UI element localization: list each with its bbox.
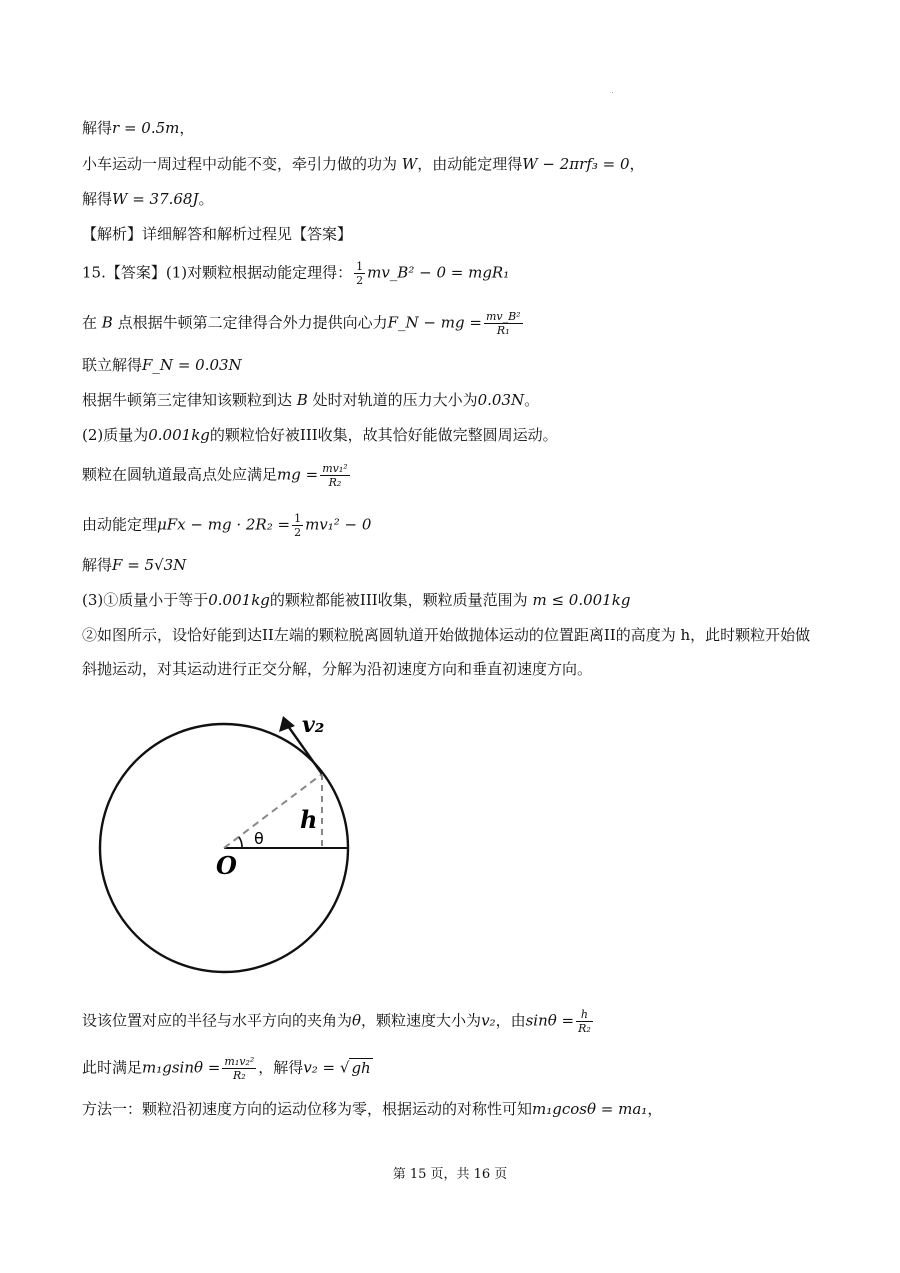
line-1: 解得r = 0.5m，	[82, 119, 195, 137]
line-13: (3)①质量小于等于0.001kg的颗粒都能被III收集，颗粒质量范围为 m ≤ 0.001kg	[82, 591, 631, 609]
line-14: ②如图所示，设恰好能到达II左端的颗粒脱离圆轨道开始做抛体运动的位置距离II的高度为 h，此时颗粒开始做斜抛运动，对其运动进行正交分解，分解为沿初速度方向和垂直初速度方向。	[82, 626, 811, 678]
fraction-velocity: $\frac{\text{m₁v₂²}}{\text{R₂}}$	[224, 1055, 255, 1082]
line-11: 由动能定理μFx − mg · 2R₂ = $\frac{1}{2}$ mv₁² − 0	[82, 512, 372, 539]
line-17: 方法一：颗粒沿初速度方向的运动位移为零，根据运动的对称性可知m₁gcosθ = ma₁，	[82, 1100, 663, 1118]
label-theta: θ	[254, 829, 264, 848]
fraction-top-point: $\frac{\text{mv₁²}}{\text{R₂}}$	[322, 462, 348, 489]
label-h: h	[300, 805, 318, 834]
line-8: 根据牛顿第三定律知该颗粒到达 B 处时对轨道的压力大小为0.03N。	[82, 391, 540, 409]
fraction-half-2: $\frac{1}{2}$	[294, 512, 302, 539]
angle-arc	[239, 837, 242, 848]
fraction-centripetal: $\frac{\text{mv\_B²}}{\text{R₁}}$	[485, 310, 521, 337]
scan-dot	[612, 92, 613, 93]
line-3: 解得W = 37.68J。	[82, 190, 214, 208]
line-10: 颗粒在圆轨道最高点处应满足mg = $\frac{\text{mv₁²}}{\text{R₂}}$	[82, 462, 348, 489]
fraction-half: $\frac{1}{2}$	[356, 260, 364, 287]
line-2: 小车运动一周过程中动能不变，牵引力做的功为 W，由动能定理得W − 2πrf₃ = 0，	[82, 155, 645, 173]
label-v2: v₂	[302, 712, 325, 738]
label-o: O	[216, 851, 237, 880]
line-5: 15.【答案】(1)对颗粒根据动能定理得： $\frac{1}{2}$ mv_B² − 0 = mgR₁	[82, 260, 510, 287]
line-9: (2)质量为0.001kg的颗粒恰好被III收集，故其恰好能做完整圆周运动。	[82, 426, 558, 444]
line-7: 联立解得F_N = 0.03N	[82, 356, 242, 374]
arrow-head	[279, 716, 295, 732]
page-footer: 第 15 页，共 16 页	[392, 1167, 508, 1182]
circle-diagram	[96, 708, 356, 978]
line-16: 此时满足m₁gsinθ = $\frac{\text{m₁v₂²}}{\text{R₂}}$ ，解得v₂ = √ gh	[82, 1055, 371, 1082]
line-15: 设该位置对应的半径与水平方向的夹角为θ，颗粒速度大小为v₂，由sinθ = $\frac{h}{\text{R₂}}$	[82, 1008, 591, 1035]
fraction-sin: $\frac{h}{\text{R₂}}$	[578, 1008, 591, 1035]
line-12: 解得F = 5√3N	[82, 556, 187, 574]
line-4: 【解析】详细解答和解析过程见【答案】	[82, 225, 353, 243]
line-6: 在 B 点根据牛顿第二定律得合外力提供向心力F_N − mg = $\frac{\text{mv\_B²}}{\text{R₁}}$	[82, 310, 521, 337]
